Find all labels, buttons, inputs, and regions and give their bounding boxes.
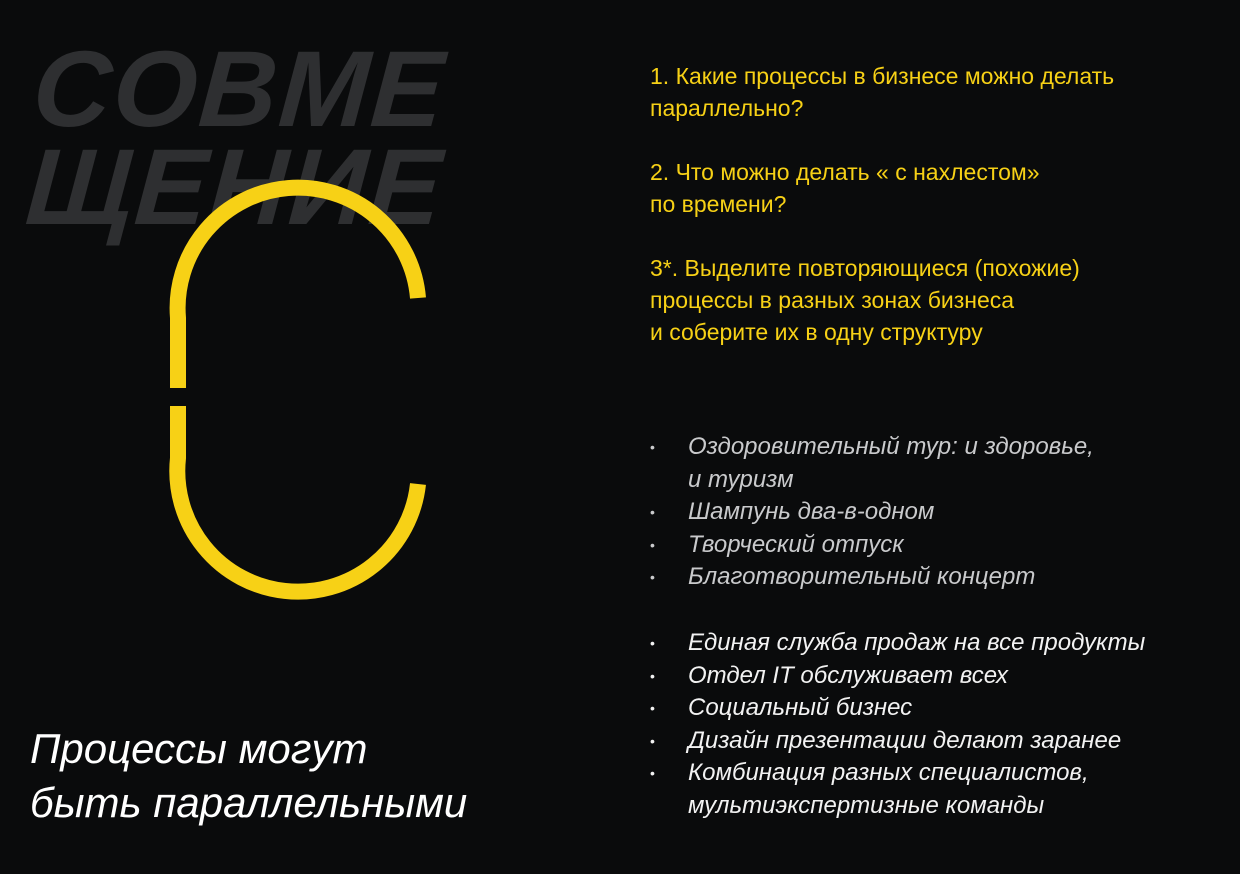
question-1 xyxy=(650,60,1230,124)
list-item xyxy=(650,627,1230,660)
question-1-line-2: параллельно? xyxy=(650,95,804,121)
question-3-line-1: 3*. Выделите повторяющиеся (похожие) xyxy=(650,255,1080,281)
list-item xyxy=(650,561,1230,594)
list-item xyxy=(650,529,1230,562)
list-item-line: и туризм xyxy=(688,465,794,493)
bullet-icon: • xyxy=(650,504,655,520)
c-arc-lower xyxy=(177,406,418,592)
list-item-line: Дизайн презентации делают заранее xyxy=(688,726,1122,754)
list-item xyxy=(650,660,1230,693)
list-item-line: Комбинация разных специалистов, xyxy=(688,759,1089,786)
c-arc-upper xyxy=(178,188,418,388)
list-item xyxy=(650,496,1230,529)
list-item-line: мультиэкспертизные команды xyxy=(688,791,1045,819)
examples-list-1 xyxy=(650,431,1230,594)
list-item xyxy=(650,757,1230,822)
bullet-icon: • xyxy=(650,667,655,684)
question-3-line-3: и соберите их в одну структуру xyxy=(650,319,983,345)
list-item-line: Оздоровительный тур: и здоровье, xyxy=(688,433,1094,460)
list-item-line: Благотворительный концерт xyxy=(688,563,1036,590)
list-item-line: Отдел IT обслуживает всех xyxy=(688,661,1009,689)
examples-list-2 xyxy=(650,627,1230,822)
background-title-line-2: ЩЕНИЕ xyxy=(22,126,448,247)
list-item xyxy=(650,725,1230,758)
list-item xyxy=(650,692,1230,725)
list-item xyxy=(650,431,1230,496)
question-2 xyxy=(650,156,1230,220)
question-3 xyxy=(650,252,1230,348)
bullet-icon: • xyxy=(650,536,655,553)
bullet-icon: • xyxy=(650,569,655,585)
bullet-icon: • xyxy=(650,439,655,455)
list-item-line: Единая служба продаж на все продукты xyxy=(688,629,1146,656)
question-1-line-1: 1. Какие процессы в бизнесе можно делать xyxy=(650,63,1115,89)
subtitle xyxy=(30,722,467,830)
bullet-icon: • xyxy=(650,765,655,781)
list-item-line: Шампунь два-в-одном xyxy=(688,498,935,525)
list-item-line: Социальный бизнес xyxy=(688,694,913,721)
list-item-line: Творческий отпуск xyxy=(688,530,904,558)
bullet-icon: • xyxy=(650,732,655,749)
subtitle-line-1: Процессы могут xyxy=(30,725,368,772)
question-2-line-1: 2. Что можно делать « с нахлестом» xyxy=(650,159,1040,185)
background-title-line-1: СОВМЕ xyxy=(29,28,450,149)
question-3-line-2: процессы в разных зонах бизнеса xyxy=(650,287,1015,313)
bullet-icon: • xyxy=(650,700,655,716)
question-2-line-2: по времени? xyxy=(650,191,787,217)
bullet-icon: • xyxy=(650,635,655,651)
subtitle-line-2: быть параллельными xyxy=(30,779,468,826)
questions-block xyxy=(650,60,1230,380)
